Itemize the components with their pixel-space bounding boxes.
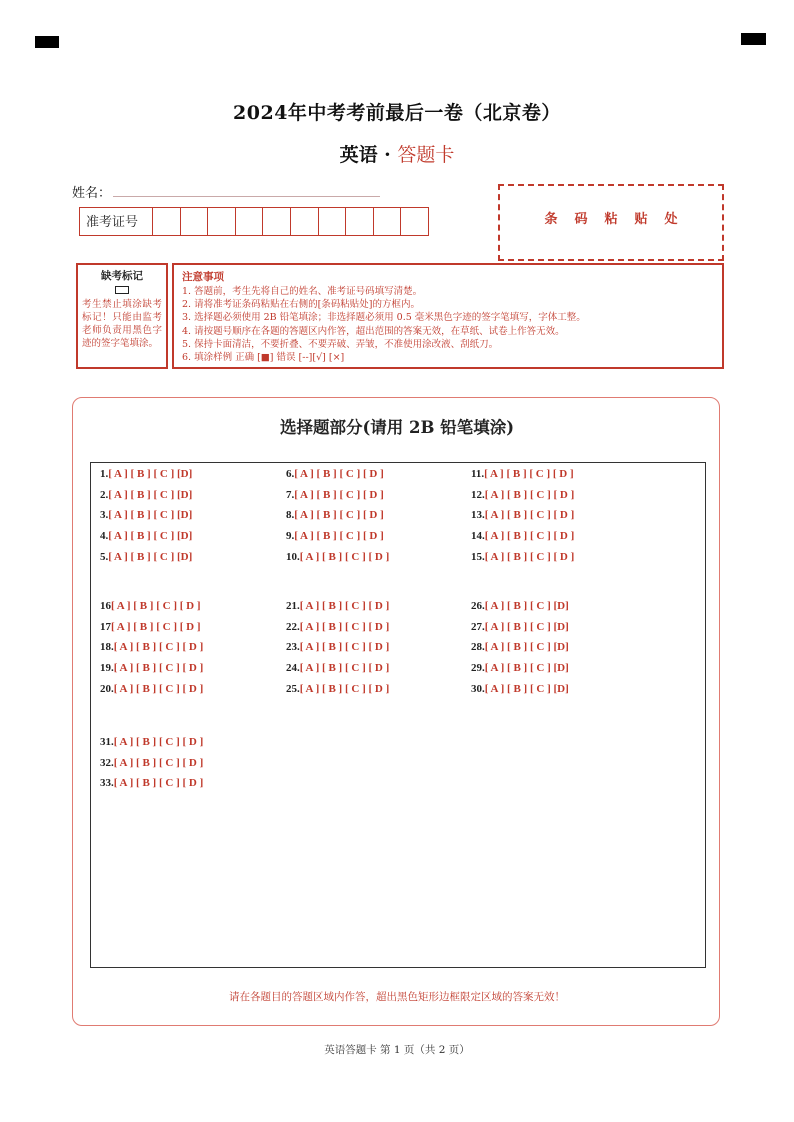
question-number: 24. <box>286 662 300 675</box>
question-26[interactable] <box>471 600 569 612</box>
page-title: 2024年中考考前最后一卷（北京卷） <box>233 102 561 124</box>
answer-options[interactable]: [ A ] [ B ] [ C ] [ D ] <box>299 662 390 675</box>
question-number: 32. <box>100 756 114 769</box>
question-number: 21. <box>286 600 300 612</box>
answer-options[interactable]: [ A ] [ B ] [ C ] [D] <box>108 509 193 522</box>
question-number: 28. <box>471 641 485 654</box>
question-number: 4. <box>100 530 109 543</box>
question-number: 23. <box>286 641 300 654</box>
notes-title: 注意事项 <box>182 271 224 283</box>
question-25[interactable] <box>286 683 389 695</box>
choice-section-title: 选择题部分(请用 2B 铅笔填涂) <box>279 418 515 437</box>
answer-options[interactable]: [ A ] [ B ] [ C ] [ D ] <box>299 550 390 563</box>
exam-id-cell[interactable] <box>319 208 347 235</box>
note-item: 2. 请将准考证条码粘贴在右侧的[条码粘贴处]的方框内。 <box>182 299 420 311</box>
answer-options[interactable]: [ A ] [ B ] [ C ] [ D ] <box>299 682 390 695</box>
answer-options[interactable]: [ A ] [ B ] [ C ] [D] <box>484 641 569 654</box>
question-number: 12. <box>471 488 485 501</box>
question-number: 6. <box>286 468 295 480</box>
answer-options[interactable]: [ A ] [ B ] [ C ] [ D ] <box>484 530 575 543</box>
answer-options[interactable]: [ A ] [ B ] [ C ] [D] <box>108 550 193 563</box>
question-number: 10. <box>286 550 300 563</box>
notes-box <box>172 263 724 369</box>
name-label: 姓名： <box>72 186 112 201</box>
answer-options[interactable]: [ A ] [ B ] [ C ] [ D ] <box>113 641 204 654</box>
registration-mark-right <box>741 33 766 45</box>
question-14[interactable] <box>471 530 574 542</box>
exam-id-cell[interactable] <box>291 208 319 235</box>
answer-options[interactable]: [ A ] [ B ] [ C ] [ D ] <box>113 736 204 748</box>
question-number: 31. <box>100 736 114 748</box>
answer-options[interactable]: [ A ] [ B ] [ C ] [D] <box>484 600 569 612</box>
question-10[interactable] <box>286 551 389 563</box>
question-4[interactable] <box>100 530 192 542</box>
exam-id-cell[interactable] <box>401 208 428 235</box>
note-item: 6. 填涂样例 正确 [■] 错误 [--][√] [×] <box>182 352 345 364</box>
question-29[interactable] <box>471 662 569 674</box>
question-number: 14. <box>471 530 485 543</box>
answer-options[interactable]: [ A ] [ B ] [ C ] [ D ] <box>484 488 575 501</box>
question-30[interactable] <box>471 683 569 695</box>
answer-options[interactable]: [ A ] [ B ] [ C ] [ D ] <box>299 641 390 654</box>
question-31[interactable] <box>100 736 203 748</box>
barcode-area <box>498 184 724 261</box>
exam-id-cell[interactable] <box>346 208 374 235</box>
question-13[interactable] <box>471 509 574 521</box>
question-3[interactable] <box>100 509 192 521</box>
question-number: 5. <box>100 550 109 563</box>
answer-options[interactable]: [ A ] [ B ] [ C ] [D] <box>108 488 193 501</box>
question-number: 17 <box>100 620 111 633</box>
question-number: 15. <box>471 550 485 563</box>
answer-options[interactable]: [ A ] [ B ] [ C ] [ D ] <box>113 682 204 695</box>
question-9[interactable] <box>286 530 384 542</box>
absent-mark-box <box>76 263 168 369</box>
subtitle-card: 答题卡 <box>397 144 455 166</box>
question-number: 25. <box>286 682 300 695</box>
question-20[interactable] <box>100 683 203 695</box>
question-1[interactable] <box>100 468 192 480</box>
answer-options[interactable]: [ A ] [ B ] [ C ] [ D ] <box>484 550 575 563</box>
exam-id-cell[interactable] <box>236 208 264 235</box>
note-item: 3. 选择题必须使用 2B 铅笔填涂；非选择题必须用 0.5 毫米黑色字迹的签字笔填写，字体工整。 <box>182 312 586 324</box>
answer-options[interactable]: [ A ] [ B ] [ C ] [ D ] <box>113 777 204 790</box>
answer-options[interactable]: [ A ] [ B ] [ C ] [ D ] <box>113 662 204 675</box>
page-subtitle <box>0 140 794 167</box>
question-number: 13. <box>471 509 485 522</box>
exam-id-table <box>79 207 429 236</box>
question-5[interactable] <box>100 551 192 563</box>
question-7[interactable] <box>286 489 384 501</box>
question-number: 26. <box>471 600 485 612</box>
note-item: 5. 保持卡面清洁，不要折叠、不要弄破、弄皱，不准使用涂改液、刮纸刀。 <box>182 338 499 350</box>
exam-id-cell[interactable] <box>263 208 291 235</box>
answer-options[interactable]: [ A ] [ B ] [ C ] [ D ] <box>111 620 201 633</box>
question-21[interactable] <box>286 600 389 612</box>
question-number: 29. <box>471 662 485 675</box>
question-number: 19. <box>100 662 114 675</box>
page-footer: 英语答题卡 第 1 页（共 2 页） <box>324 1044 470 1056</box>
question-number: 20. <box>100 682 114 695</box>
answer-options[interactable]: [ A ] [ B ] [ C ] [D] <box>484 682 569 695</box>
answer-options[interactable]: [ A ] [ B ] [ C ] [ D ] <box>294 468 384 480</box>
answer-options[interactable]: [ A ] [ B ] [ C ] [ D ] <box>113 756 204 769</box>
answer-options[interactable]: [ A ] [ B ] [ C ] [ D ] <box>484 468 574 480</box>
question-27[interactable] <box>471 621 569 633</box>
question-number: 22. <box>286 620 300 633</box>
question-number: 3. <box>100 509 109 522</box>
question-number: 33. <box>100 777 114 790</box>
question-number: 1. <box>100 468 109 480</box>
question-number: 8. <box>286 509 295 522</box>
barcode-label: 条码粘贴处 <box>544 212 695 227</box>
question-16[interactable] <box>100 600 201 612</box>
registration-mark-left <box>35 36 59 48</box>
question-number: 18. <box>100 641 114 654</box>
answer-options[interactable]: [ A ] [ B ] [ C ] [D] <box>108 468 193 480</box>
question-15[interactable] <box>471 551 574 563</box>
question-11[interactable] <box>471 468 574 480</box>
answer-options[interactable]: [ A ] [ B ] [ C ] [ D ] <box>294 530 384 543</box>
exam-id-cell[interactable] <box>374 208 402 235</box>
question-22[interactable] <box>286 621 389 633</box>
question-number: 11. <box>471 468 485 480</box>
question-32[interactable] <box>100 757 203 769</box>
answer-options[interactable]: [ A ] [ B ] [ C ] [ D ] <box>299 600 390 612</box>
note-item: 1. 答题前，考生先将自己的姓名、准考证号码填写清楚。 <box>182 286 423 297</box>
question-17[interactable] <box>100 621 201 633</box>
answer-area-warning: 请在各题目的答题区域内作答，超出黑色矩形边框限定区域的答案无效！ <box>229 991 565 1003</box>
answer-options[interactable]: [ A ] [ B ] [ C ] [D] <box>484 662 569 675</box>
question-23[interactable] <box>286 641 389 653</box>
question-8[interactable] <box>286 509 384 521</box>
exam-id-cell[interactable] <box>153 208 181 235</box>
note-item: 4. 请按题号顺序在各题的答题区内作答，超出范围的答案无效，在草纸、试卷上作答无效。 <box>182 325 565 337</box>
answer-options[interactable]: [ A ] [ B ] [ C ] [ D ] <box>294 488 384 501</box>
exam-id-cell[interactable] <box>208 208 236 235</box>
exam-id-label: 准考证号 <box>80 208 153 235</box>
answer-options[interactable]: [ A ] [ B ] [ C ] [ D ] <box>111 600 201 612</box>
question-number: 7. <box>286 488 295 501</box>
question-28[interactable] <box>471 641 569 653</box>
answer-options[interactable]: [ A ] [ B ] [ C ] [D] <box>484 620 569 633</box>
question-33[interactable] <box>100 777 203 789</box>
exam-id-cell[interactable] <box>181 208 209 235</box>
question-number: 27. <box>471 620 485 633</box>
answer-options[interactable]: [ A ] [ B ] [ C ] [ D ] <box>484 509 575 522</box>
question-19[interactable] <box>100 662 203 674</box>
absent-mark-text: 考生禁止填涂缺考标记！只能由监考老师负责用黑色字迹的签字笔填涂。 <box>82 299 162 349</box>
name-input-line[interactable] <box>113 196 380 197</box>
subtitle-subject: 英语 · <box>339 144 398 166</box>
answer-options[interactable]: [ A ] [ B ] [ C ] [D] <box>108 530 193 543</box>
question-12[interactable] <box>471 489 574 501</box>
question-number: 30. <box>471 682 485 695</box>
question-number: 9. <box>286 530 295 543</box>
answer-options[interactable]: [ A ] [ B ] [ C ] [ D ] <box>294 509 384 522</box>
question-number: 16 <box>100 600 111 612</box>
absent-mark-title: 缺考标记 <box>101 270 143 282</box>
answer-options[interactable]: [ A ] [ B ] [ C ] [ D ] <box>299 620 390 633</box>
absent-mark-checkbox[interactable] <box>115 286 129 294</box>
question-18[interactable] <box>100 641 203 653</box>
question-number: 2. <box>100 488 109 501</box>
question-24[interactable] <box>286 662 389 674</box>
question-6[interactable] <box>286 468 384 480</box>
question-2[interactable] <box>100 489 192 501</box>
